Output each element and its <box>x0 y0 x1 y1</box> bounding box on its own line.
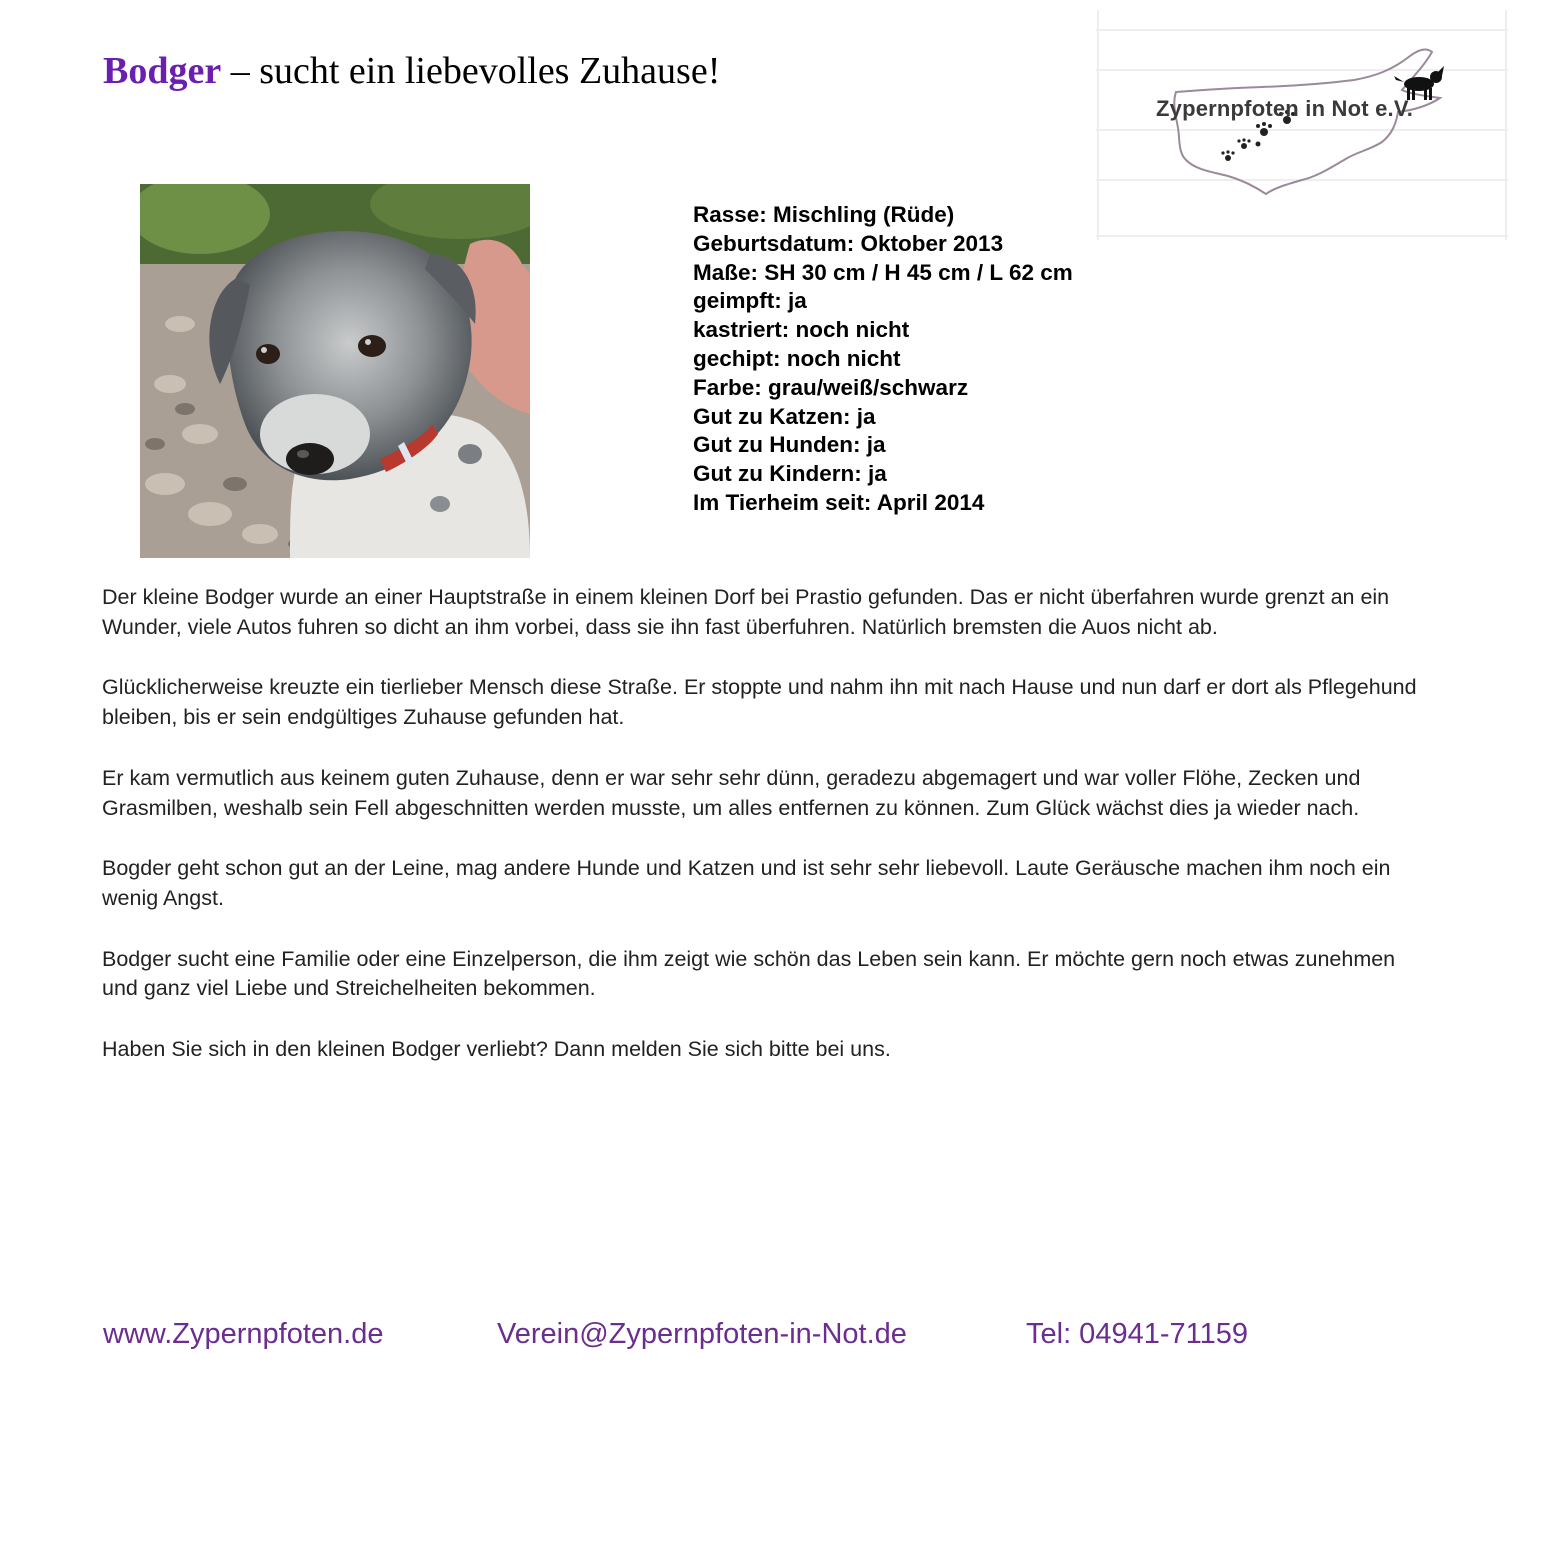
dog-facts <box>693 201 1073 518</box>
fact-gechipt: gechipt: noch nicht <box>693 345 901 371</box>
fact-geimpft: geimpft: ja <box>693 288 807 314</box>
email-link[interactable]: Verein@Zypernpfoten-in-Not.de <box>497 1318 907 1350</box>
paragraph: Er kam vermutlich aus keinem guten Zuhause, denn er war sehr sehr dünn, geradezu abgemagert und war voller Flöhe, Zecken und Grasmilben, weshalb sein Fell abgeschnitten werden musste, um alles entfernen zu können. Zum Glück wächst dies ja wieder nach. <box>102 765 1361 820</box>
dog-name: Bodger <box>103 50 222 92</box>
phone-number: Tel: 04941-71159 <box>1026 1318 1248 1350</box>
fact-rasse: Rasse: Mischling (Rüde) <box>693 202 955 227</box>
paragraph: Bodger sucht eine Familie oder eine Einzelperson, die ihm zeigt wie schön das Leben sein kann. Er möchte gern noch etwas zunehmen und ganz viel Liebe und Streichelheiten bekommen. <box>102 946 1396 1001</box>
paragraph: Haben Sie sich in den kleinen Bodger verliebt? Dann melden Sie sich bitte bei uns. <box>102 1037 891 1062</box>
fact-kastriert: kastriert: noch nicht <box>693 317 910 343</box>
fact-masse: Maße: SH 30 cm / H 45 cm / L 62 cm <box>693 259 1073 285</box>
fact-farbe: Farbe: grau/weiß/schwarz <box>693 374 969 400</box>
organization-logo <box>1092 0 1512 250</box>
cyprus-island-outline-icon <box>1092 0 1512 250</box>
paragraph: Der kleine Bodger wurde an einer Hauptstraße in einem kleinen Dorf bei Prastio gefunden. Das er nicht überfahren wurde grenzt an ein Wunder, viele Autos fuhren so dicht an ihm vorbei, dass sie ihn fast überfuhren. Natürlich bremsten die Auos nicht ab. <box>102 585 1390 639</box>
page-title <box>103 48 720 94</box>
dog-photo-icon <box>140 184 530 558</box>
paragraph: Bogder geht schon gut an der Leine, mag andere Hunde und Katzen und ist sehr sehr liebevoll. Laute Geräusche machen ihm noch ein wenig Angst. <box>102 856 1391 910</box>
fact-geburtsdatum: Geburtsdatum: Oktober 2013 <box>693 230 1004 256</box>
fact-kindern: Gut zu Kindern: ja <box>693 461 887 487</box>
paragraph: Glücklicherweise kreuzte ein tierlieber Mensch diese Straße. Er stoppte und nahm ihn mit nach Hause und nun darf er dort als Pflegehund bleiben, bis er sein endgültiges Zuhause gefunden hat. <box>102 675 1417 730</box>
fact-hunden: Gut zu Hunden: ja <box>693 432 886 458</box>
fact-tierheim: Im Tierheim seit: April 2014 <box>693 489 985 515</box>
title-rest: – sucht ein liebevolles Zuhause! <box>221 50 721 92</box>
dog-photo <box>140 184 530 558</box>
contact-footer <box>0 1314 1557 1354</box>
fact-katzen: Gut zu Katzen: ja <box>693 403 876 429</box>
description <box>102 583 1432 1096</box>
logo-text: Zypernpfoten in Not e.V. <box>1156 96 1414 121</box>
website-link[interactable]: www.Zypernpfoten.de <box>103 1318 384 1350</box>
